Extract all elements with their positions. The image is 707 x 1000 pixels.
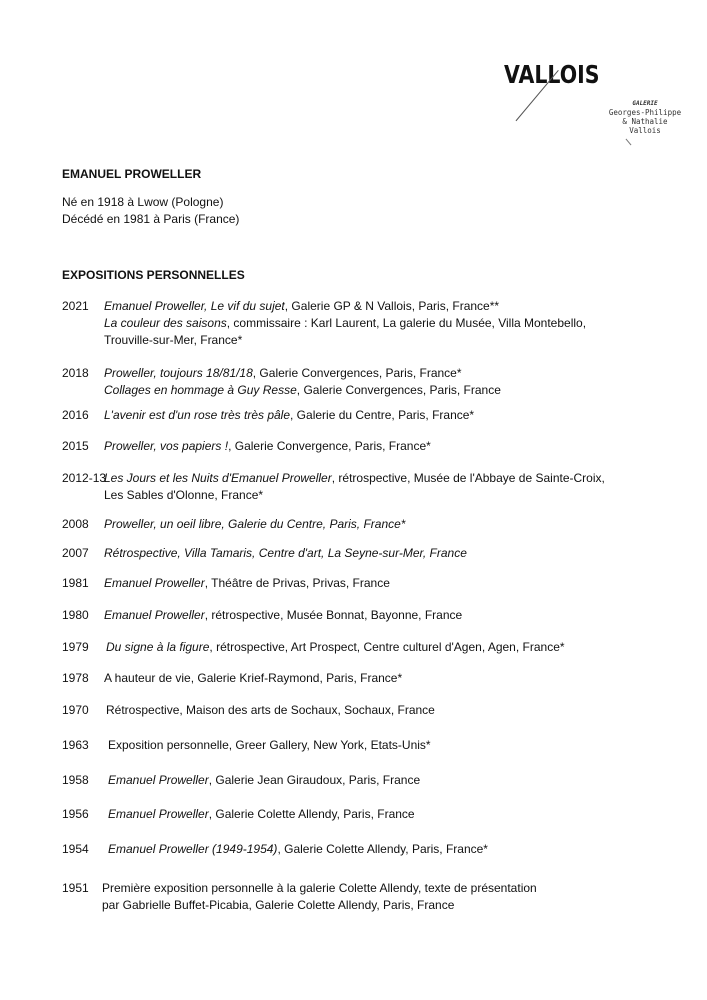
exhibition-details: , rétrospective, Musée Bonnat, Bayonne, France	[204, 608, 463, 622]
exhibition-details: , Galerie Colette Allendy, Paris, France*	[277, 842, 488, 856]
logo-subtitle	[590, 100, 700, 135]
logo-galerie-label: GALERIE	[632, 100, 658, 107]
exhibition-title: Emanuel Proweller	[104, 608, 205, 622]
logo-wordmark: VALLOIS	[504, 60, 600, 89]
exhibition-title: Emanuel Proweller	[108, 807, 209, 821]
exhibition-year: 1980	[62, 608, 89, 622]
exhibition-text	[102, 880, 537, 897]
bio-died: Décédé en 1981 à Paris (France)	[62, 212, 240, 226]
exhibition-title: Proweller, un oeil libre, Galerie du Centre, Paris, France*	[104, 517, 406, 531]
exhibition-title: Emanuel Proweller	[108, 773, 209, 787]
exhibition-year: 2012-13	[62, 471, 107, 485]
exhibition-details: , Galerie Convergences, Paris, France*	[252, 366, 462, 380]
exhibition-title: Rétrospective, Villa Tamaris, Centre d'art, La Seyne-sur-Mer, France	[104, 546, 467, 560]
exhibition-text	[104, 407, 474, 424]
exhibition-year: 2018	[62, 366, 89, 380]
exhibition-text	[108, 806, 415, 823]
exhibition-text	[108, 737, 431, 754]
section-title: EXPOSITIONS PERSONNELLES	[62, 268, 245, 282]
exhibition-text	[104, 298, 499, 315]
exhibition-title: Emanuel Proweller	[104, 576, 205, 590]
exhibition-title: Emanuel Proweller, Le vif du sujet	[104, 299, 285, 313]
exhibition-year: 2007	[62, 546, 89, 560]
exhibition-title: Les Jours et les Nuits d'Emanuel Proweller	[104, 471, 332, 485]
artist-bio	[62, 194, 239, 228]
exhibition-title: L'avenir est d'un rose très très pâle	[104, 408, 291, 422]
exhibition-year: 2008	[62, 517, 89, 531]
exhibition-line-2	[104, 315, 586, 332]
exhibition-text	[104, 575, 390, 592]
exhibition-details: Première exposition personnelle à la galerie Colette Allendy, texte de présentation	[102, 881, 537, 895]
exhibition-text	[104, 438, 431, 455]
exhibition-year: 1970	[62, 703, 89, 717]
exhibition-details: , commissaire : Karl Laurent, La galerie du Musée, Villa Montebello,	[226, 316, 587, 330]
exhibition-line-3: Trouville-sur-Mer, France*	[104, 333, 243, 347]
exhibition-details: , rétrospective, Musée de l'Abbaye de Sainte-Croix,	[331, 471, 605, 485]
exhibition-details: , Galerie Convergences, Paris, France	[296, 383, 501, 397]
exhibition-text	[106, 639, 565, 656]
exhibition-details: , Théâtre de Privas, Privas, France	[204, 576, 390, 590]
exhibition-line-2: par Gabrielle Buffet-Picabia, Galerie Colette Allendy, Paris, France	[102, 898, 455, 912]
exhibition-details: A hauteur de vie, Galerie Krief-Raymond, Paris, France*	[104, 671, 403, 685]
exhibition-text	[104, 365, 462, 382]
exhibition-year: 2021	[62, 299, 89, 313]
exhibition-details: , Galerie du Centre, Paris, France*	[290, 408, 475, 422]
exhibition-text	[104, 670, 402, 687]
exhibition-title: Proweller, vos papiers !	[104, 439, 229, 453]
exhibition-text	[104, 470, 605, 487]
exhibition-details: , rétrospective, Art Prospect, Centre culturel d'Agen, Agen, France*	[209, 640, 565, 654]
exhibition-title: Emanuel Proweller (1949-1954)	[108, 842, 278, 856]
exhibition-year: 1978	[62, 671, 89, 685]
exhibition-details: Rétrospective, Maison des arts de Sochaux, Sochaux, France	[106, 703, 435, 717]
exhibition-line-2: Les Sables d'Olonne, France*	[104, 488, 264, 502]
exhibition-details: , Galerie Convergence, Paris, France*	[228, 439, 431, 453]
exhibition-text	[106, 702, 435, 719]
exhibition-year: 1954	[62, 842, 89, 856]
exhibition-year: 1956	[62, 807, 89, 821]
exhibition-title: Collages en hommage à Guy Resse	[104, 383, 297, 397]
exhibition-line-2	[104, 382, 501, 399]
exhibition-text	[104, 545, 467, 562]
exhibition-details: , Galerie Jean Giraudoux, Paris, France	[208, 773, 421, 787]
exhibition-details: Exposition personnelle, Greer Gallery, New York, Etats-Unis*	[108, 738, 431, 752]
logo-line-1: Georges-Philippe	[608, 108, 682, 117]
exhibition-year: 2015	[62, 439, 89, 453]
exhibition-year: 1979	[62, 640, 89, 654]
exhibition-title: Du signe à la figure	[106, 640, 210, 654]
logo-line-3: Vallois	[629, 126, 661, 135]
exhibition-text	[104, 516, 405, 533]
exhibition-year: 1981	[62, 576, 89, 590]
exhibition-year: 1963	[62, 738, 89, 752]
exhibition-details: , Galerie Colette Allendy, Paris, France	[208, 807, 415, 821]
exhibition-title: La couleur des saisons	[104, 316, 227, 330]
logo-line-2: & Nathalie	[622, 117, 668, 126]
exhibition-year: 1958	[62, 773, 89, 787]
exhibition-year: 1951	[62, 881, 89, 895]
exhibition-year: 2016	[62, 408, 89, 422]
bio-born: Né en 1918 à Lwow (Pologne)	[62, 195, 224, 209]
exhibition-details: , Galerie GP & N Vallois, Paris, France**	[284, 299, 500, 313]
artist-name: EMANUEL PROWELLER	[62, 167, 202, 181]
exhibition-title: Proweller, toujours 18/81/18	[104, 366, 253, 380]
exhibition-text	[108, 841, 488, 858]
exhibition-text	[104, 607, 462, 624]
exhibition-text	[108, 772, 420, 789]
